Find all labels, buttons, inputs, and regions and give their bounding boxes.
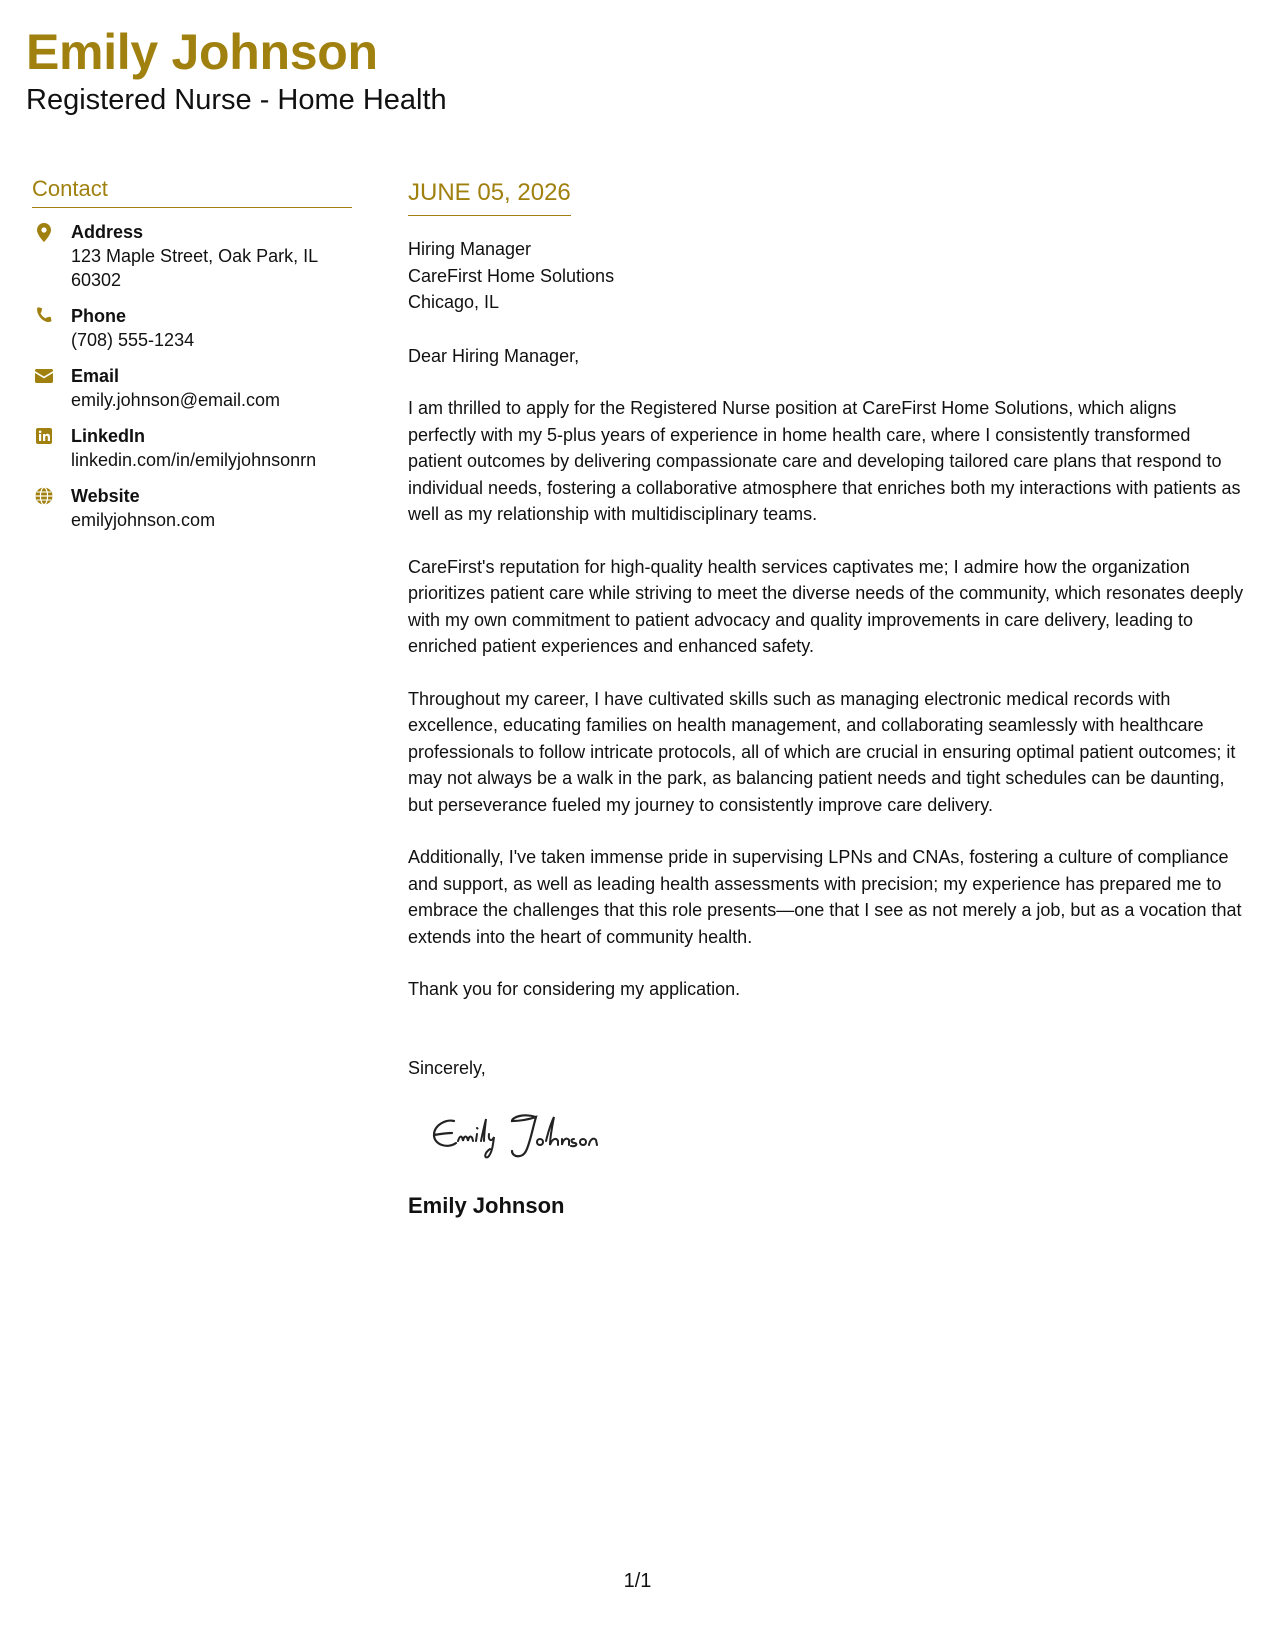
contact-item-website — [32, 484, 352, 532]
contact-item-address — [32, 220, 352, 292]
recipient-company: CareFirst Home Solutions — [408, 265, 615, 286]
email-label: Email — [71, 366, 120, 386]
envelope-icon — [34, 366, 54, 386]
website-value: emilyjohnson.com — [71, 510, 216, 530]
website-label: Website — [71, 486, 140, 506]
signer-name: Emily Johnson — [408, 1193, 565, 1218]
paragraph-5: Thank you for considering my application. — [408, 979, 741, 999]
phone-label: Phone — [71, 306, 127, 326]
contact-sidebar — [32, 175, 352, 532]
closing: Sincerely, — [408, 1057, 486, 1078]
address-label: Address — [71, 222, 144, 242]
recipient-location: Chicago, IL — [408, 292, 500, 312]
address-value: 123 Maple Street, Oak Park, IL 60302 — [71, 246, 318, 290]
header — [26, 22, 447, 118]
handwritten-signature — [426, 1107, 666, 1163]
email-value: emily.johnson@email.com — [71, 390, 281, 410]
paragraph-1: I am thrilled to apply for the Registered Nurse position at CareFirst Home Solutions, which aligns perfectly with my 5-plus years of experience in home health care, where I consistently transformed patient outcomes by delivering compassionate care and developing tailored care plans that respond to individual needs, fostering a collaborative atmosphere that enriches both my interactions with patients as well as my relationship with multidisciplinary teams. — [408, 398, 1241, 524]
paragraph-3: Throughout my career, I have cultivated skills such as managing electronic medical records with excellence, educating families on health management, and collaborating seamlessly with healthcare professionals to follow intricate protocols, all of which are crucial in ensuring optimal patient outcomes; it may not always be a walk in the park, as balancing patient needs and tight schedules can be daunting, but perseverance fueled my journey to consistently improve care delivery. — [408, 688, 1236, 815]
phone-icon — [34, 306, 54, 326]
letter-date: JUNE 05, 2026 — [408, 178, 571, 216]
page-number: 1/1 — [623, 1570, 652, 1592]
contact-item-linkedin — [32, 424, 352, 472]
linkedin-label: LinkedIn — [71, 426, 146, 446]
globe-icon — [34, 486, 54, 506]
paragraph-4: Additionally, I've taken immense pride in supervising LPNs and CNAs, fostering a culture of compliance and support, as well as leading health assessments with precision; my experience has prepared me to embrace the challenges that this role presents—one that I see as not merely a job, but as a vocation that extends into the heart of community health. — [408, 847, 1242, 947]
recipient-name: Hiring Manager — [408, 239, 532, 259]
paragraph-2: CareFirst's reputation for high-quality health services captivates me; I admire how the organization prioritizes patient care while striving to meet the diverse needs of the community, which resonates deeply with my own commitment to patient advocacy and quality improvements in care delivery, leading to enriched patient experiences and enhanced safety. — [408, 556, 1244, 656]
linkedin-value: linkedin.com/in/emilyjohnsonrn — [71, 450, 317, 470]
job-title: Registered Nurse - Home Health — [26, 84, 447, 116]
contact-heading: Contact — [32, 175, 352, 208]
linkedin-icon — [34, 426, 54, 446]
phone-value: (708) 555-1234 — [71, 330, 195, 350]
letter-body — [408, 178, 1248, 1220]
salutation: Dear Hiring Manager, — [408, 345, 580, 366]
recipient-block — [408, 236, 1248, 316]
contact-item-phone — [32, 304, 352, 352]
location-pin-icon — [34, 222, 54, 242]
contact-item-email — [32, 364, 352, 412]
applicant-name: Emily Johnson — [26, 24, 378, 80]
